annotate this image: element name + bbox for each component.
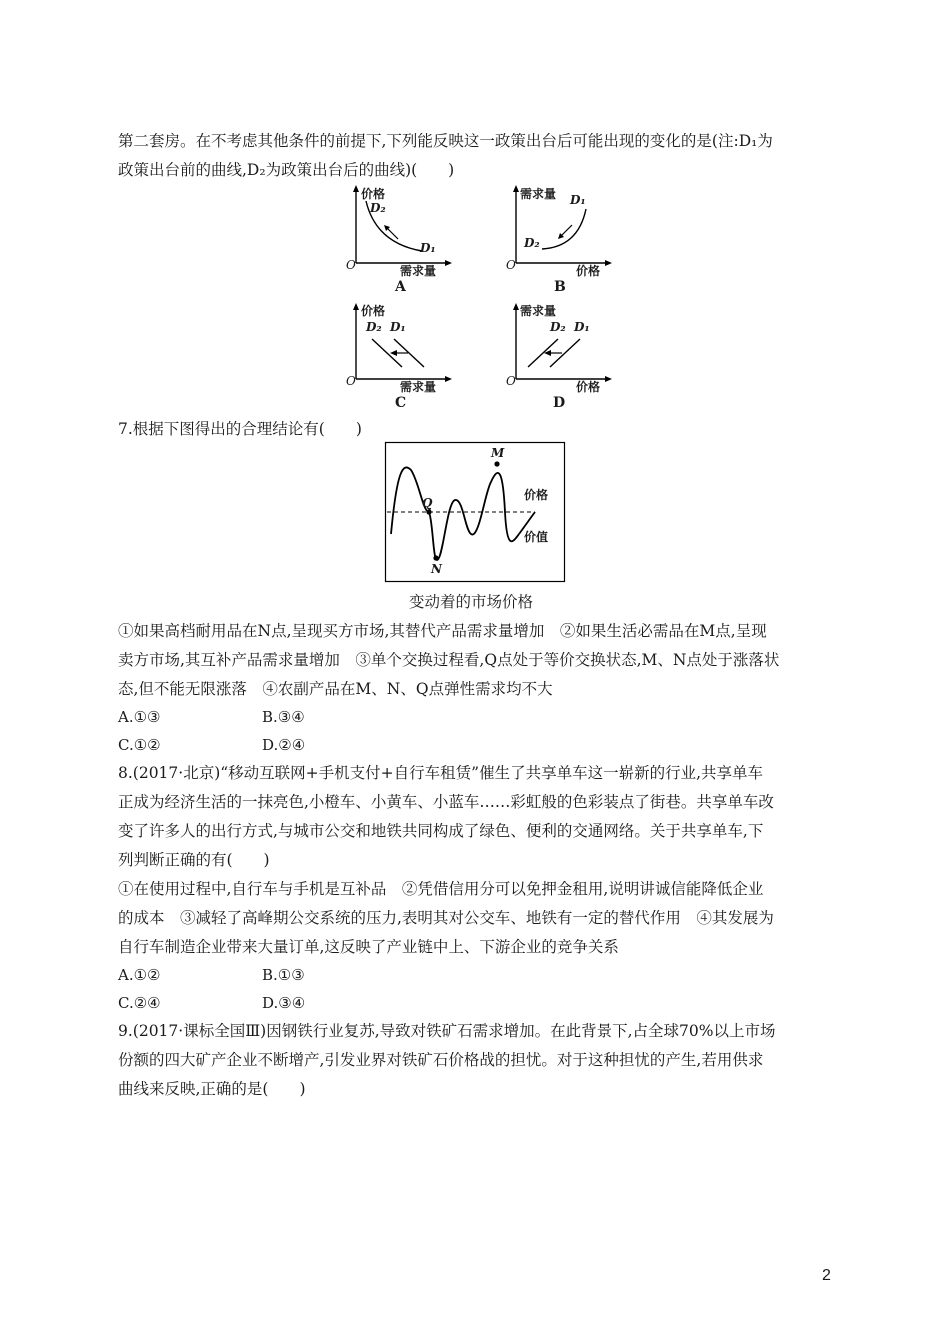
q8-option-a: A.①② <box>118 966 161 984</box>
graph-b-label: B <box>554 279 566 295</box>
graph-d-y-label: 需求量 <box>520 304 557 318</box>
graph-d-label: D <box>553 395 566 411</box>
q7-chart-svg <box>385 442 565 582</box>
q7-stem: 7.根据下图得出的合理结论有( ) <box>118 420 362 438</box>
q7-point-m <box>494 461 499 466</box>
graph-c-d2-label: D₂ <box>366 320 382 334</box>
q7-statement-2: 卖方市场,其互补产品需求量增加 ③单个交换过程看,Q点处于等价交换状态,M、N点处于涨落状 <box>118 651 780 669</box>
q7-label-q: Q <box>422 496 433 510</box>
graph-c-d1-label: D₁ <box>390 320 406 334</box>
graph-d-origin: O <box>506 374 516 388</box>
graph-b-origin: O <box>506 258 516 272</box>
q7-statement-3: 态,但不能无限涨落 ④农副产品在M、N、Q点弹性需求均不大 <box>118 680 553 698</box>
q9-line-2: 份额的四大矿产企业不断增产,引发业界对铁矿石价格战的担忧。对于这种担忧的产生,若用供求 <box>118 1051 764 1069</box>
q7-point-q <box>426 509 431 514</box>
q7-label-price: 价格 <box>524 488 549 502</box>
q7-point-n <box>433 555 438 560</box>
graph-a-d1-label: D₁ <box>420 241 436 255</box>
q6-line-2: 政策出台前的曲线,D₂为政策出台后的曲线)( ) <box>118 161 455 179</box>
q7-label-value: 价值 <box>524 530 549 544</box>
graph-c-origin: O <box>346 374 356 388</box>
q8-option-d: D.③④ <box>262 994 306 1012</box>
q7-label-n: N <box>431 562 442 576</box>
q7-option-c: C.①② <box>118 736 161 754</box>
graph-a-d2-label: D₂ <box>370 201 386 215</box>
q8-option-b: B.①③ <box>262 966 305 984</box>
graph-d-x-label: 价格 <box>576 380 601 394</box>
page-number: 2 <box>822 1267 831 1284</box>
q9-line-3: 曲线来反映,正确的是( ) <box>118 1080 306 1098</box>
graph-a-origin: O <box>346 258 356 272</box>
graph-c-y-label: 价格 <box>361 304 386 318</box>
graph-c-x-label: 需求量 <box>400 380 437 394</box>
graph-b-d1-label: D₁ <box>570 193 586 207</box>
q8-line-1: 8.(2017·北京)“移动互联网+手机支付+自行车租赁”催生了共享单车这一崭新的行业,共享单车 <box>118 764 764 782</box>
q7-option-a: A.①③ <box>118 708 161 726</box>
q8-line-2: 正成为经济生活的一抹亮色,小橙车、小黄车、小蓝车……彩虹般的色彩装点了街巷。共享单车改 <box>118 793 774 811</box>
q6-line-1: 第二套房。在不考虑其他条件的前提下,下列能反映这一政策出台后可能出现的变化的是(注:D₁为 <box>118 132 773 150</box>
graph-a-y-label: 价格 <box>361 187 386 201</box>
q8-line-3: 变了许多人的出行方式,与城市公交和地铁共同构成了绿色、便利的交通网络。关于共享单车,下 <box>118 822 764 840</box>
graph-d-d1-label: D₁ <box>574 320 590 334</box>
graph-c-label: C <box>395 395 407 411</box>
q8-line-4: 列判断正确的有( ) <box>118 851 270 869</box>
graph-d-d2-label: D₂ <box>550 320 566 334</box>
q7-label-m: M <box>491 446 505 460</box>
q7-price-curve <box>391 467 535 560</box>
graph-b-curve <box>542 209 586 249</box>
q7-option-d: D.②④ <box>262 736 306 754</box>
graph-a-label: A <box>395 279 406 295</box>
q8-line-6: 的成本 ③减轻了高峰期公交系统的压力,表明其对公交车、地铁有一定的替代作用 ④其发展为 <box>118 909 774 927</box>
q7-chart-title: 变动着的市场价格 <box>409 593 534 611</box>
q8-line-7: 自行车制造企业带来大量订单,这反映了产业链中上、下游企业的竞争关系 <box>118 938 619 956</box>
q7-option-b: B.③④ <box>262 708 305 726</box>
graph-a-x-label: 需求量 <box>400 264 437 278</box>
graph-b-d2-label: D₂ <box>524 236 540 250</box>
q8-option-c: C.②④ <box>118 994 161 1012</box>
graph-b-x-label: 价格 <box>576 264 601 278</box>
q9-line-1: 9.(2017·课标全国Ⅲ)因钢铁行业复苏,导致对铁矿石需求增加。在此背景下,占全球70%以上市场 <box>118 1022 776 1040</box>
graph-b-y-label: 需求量 <box>520 187 557 201</box>
q8-line-5: ①在使用过程中,自行车与手机是互补品 ②凭借信用分可以免押金租用,说明讲诚信能降低企业 <box>118 880 764 898</box>
q7-statement-1: ①如果高档耐用品在N点,呈现买方市场,其替代产品需求量增加 ②如果生活必需品在M点,呈现 <box>118 622 767 640</box>
